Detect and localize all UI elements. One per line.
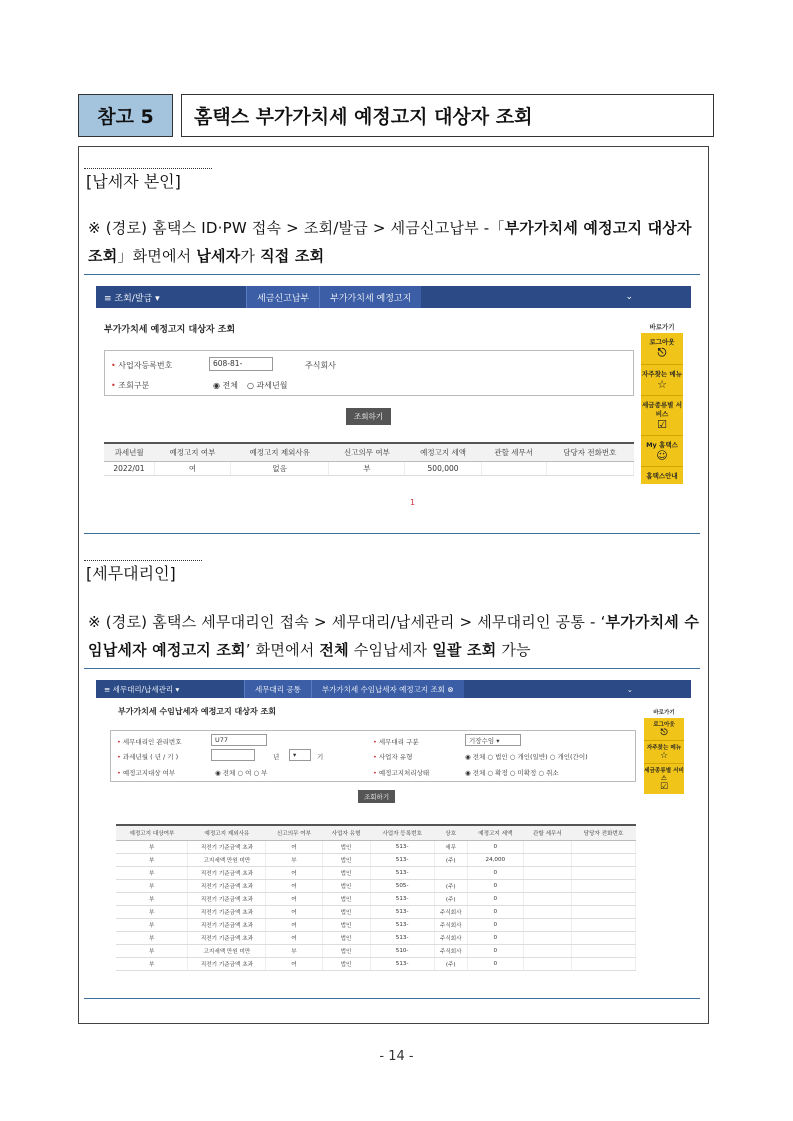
search-form: [110, 730, 636, 782]
search-button[interactable]: 조회하기: [346, 408, 391, 425]
breadcrumb-item[interactable]: 세무대리 공통: [244, 680, 311, 698]
table-cell: 직전기 기준금액 초과: [188, 893, 266, 906]
table-cell: (주): [434, 880, 467, 893]
brn-label: • 사업자등록번호: [111, 360, 172, 371]
table-cell: [523, 945, 571, 958]
table-cell: 여: [266, 906, 322, 919]
table-cell: 부: [116, 919, 188, 932]
table-cell: 법인: [322, 880, 370, 893]
screen-title: 부가가치세 수임납세자 예정고지 대상자 조회: [118, 707, 276, 716]
table-cell: [571, 932, 635, 945]
status-radios[interactable]: ◉ 전체 ○ 확정 ○ 미확정 ○ 취소: [465, 769, 559, 777]
note-text: (경로) 홈택스 세무대리인 접속 > 세무대리/납세관리 > 세무대리인 공통 - ‘: [100, 613, 606, 631]
table-row[interactable]: [116, 945, 636, 958]
table-cell: 0: [467, 919, 523, 932]
quick-menu: [641, 320, 683, 522]
table-cell: (주): [434, 854, 467, 867]
note-text: ’ 화면에서: [245, 641, 320, 659]
table-cell: [571, 906, 635, 919]
table-cell: 법인: [322, 932, 370, 945]
column-header: 담당자 전화번호: [546, 443, 633, 462]
column-header: 예정고지 제외사유: [188, 825, 266, 841]
column-header: 사업자 등록번호: [370, 825, 434, 841]
column-header: 상호: [434, 825, 467, 841]
table-cell: [523, 841, 571, 854]
table-row[interactable]: [116, 932, 636, 945]
table-cell: 0: [467, 932, 523, 945]
column-header: 예정고지 여부: [154, 443, 230, 462]
status-label: • 예정고지처리상태: [373, 768, 429, 777]
column-header: 예정고지 대상여부: [116, 825, 188, 841]
type-label: • 조회구분: [111, 380, 149, 391]
section-heading-agent: [세무대리인]: [84, 560, 202, 587]
table-cell: 부: [266, 854, 322, 867]
note-bold: 부가가치세 예정고지 대상자 조회: [88, 219, 692, 265]
table-cell: 여: [266, 867, 322, 880]
column-header: 신고의무 여부: [266, 825, 322, 841]
note-text: 」화면에서: [117, 247, 197, 265]
note-text: 가: [240, 247, 261, 265]
table-cell: [571, 893, 635, 906]
column-header: 예정고지 세액: [467, 825, 523, 841]
table-cell: [523, 893, 571, 906]
check-icon: ☑: [659, 782, 669, 792]
note-text: (경로) 홈택스 ID·PW 접속 > 조회/발급 > 세금신고납부 -「: [100, 219, 505, 237]
logout-link[interactable]: 로그아웃 ⎋: [641, 333, 683, 365]
brn-input[interactable]: 608-81-: [209, 357, 273, 371]
note-bold: 납세자: [196, 247, 241, 265]
result-table: [104, 442, 634, 476]
table-cell: 부: [266, 945, 322, 958]
table-cell: 0: [467, 867, 523, 880]
table-cell: 24,000: [467, 854, 523, 867]
breadcrumb-item[interactable]: 부가가치세 수임납세자 예정고지 조회 ⊗: [311, 680, 464, 698]
table-cell: 여: [266, 880, 322, 893]
year-unit: 년: [273, 753, 280, 761]
table-cell: [523, 919, 571, 932]
menu-button[interactable]: ≡ 조회/발급 ▾: [104, 293, 160, 304]
table-cell: [571, 841, 635, 854]
table-cell: 513-: [370, 893, 434, 906]
table-cell: [571, 958, 635, 971]
biz-type-radios[interactable]: ◉ 전체 ○ 법인 ○ 개인(일반) ○ 개인(간이): [465, 753, 588, 761]
table-cell: 직전기 기준금액 초과: [188, 867, 266, 880]
hometax-navbar: [96, 680, 691, 698]
logout-icon: ⎋: [657, 346, 667, 359]
table-row[interactable]: [116, 958, 636, 971]
table-row[interactable]: [116, 854, 636, 867]
user-icon: ☺: [656, 449, 668, 462]
table-cell: 주식회사: [434, 945, 467, 958]
table-cell: 0: [467, 958, 523, 971]
column-header: 관할 세무서: [523, 825, 571, 841]
note-mark: ※: [88, 219, 101, 237]
table-cell: 513-: [370, 841, 434, 854]
note-bold: 일괄 조회: [432, 641, 497, 659]
table-cell: 고지세액 만원 미만: [188, 854, 266, 867]
table-cell: 513-: [370, 854, 434, 867]
note-bold: 직접 조회: [260, 247, 325, 265]
table-cell: [571, 945, 635, 958]
quick-menu: [644, 706, 684, 810]
table-cell: 법인: [322, 854, 370, 867]
screenshot-agent: [96, 680, 691, 990]
table-cell: 513-: [370, 906, 434, 919]
chevron-down-icon[interactable]: ⌄: [625, 292, 633, 302]
table-row[interactable]: [116, 867, 636, 880]
table-cell: 부: [116, 841, 188, 854]
note-text: 수임납세자: [348, 641, 433, 659]
table-cell: [523, 880, 571, 893]
note-mark: ※: [88, 613, 101, 631]
star-icon: ☆: [657, 378, 667, 391]
table-cell: 직전기 기준금액 초과: [188, 932, 266, 945]
divider: [84, 533, 700, 534]
table-cell: 법인: [322, 867, 370, 880]
table-cell: 510-: [370, 945, 434, 958]
search-button[interactable]: 조회하기: [358, 790, 395, 803]
table-cell: 법인: [322, 841, 370, 854]
table-row[interactable]: [116, 906, 636, 919]
table-cell: 부: [116, 893, 188, 906]
target-label: • 예정고지대상 여부: [117, 768, 175, 777]
table-cell: 여: [266, 919, 322, 932]
favorites-link[interactable]: 자주찾는 메뉴 ☆: [644, 741, 684, 764]
table-row[interactable]: [116, 841, 636, 854]
table-cell: 직전기 기준금액 초과: [188, 919, 266, 932]
table-cell: 부: [116, 906, 188, 919]
table-cell: 법인: [322, 919, 370, 932]
table-cell: 505-: [370, 880, 434, 893]
column-header: 담당자 전화번호: [571, 825, 635, 841]
table-row[interactable]: [116, 880, 636, 893]
table-cell: [523, 958, 571, 971]
favorites-link[interactable]: 자주찾는 메뉴 ☆: [641, 365, 683, 396]
table-cell: [571, 867, 635, 880]
column-header: 예정고지 제외사유: [231, 443, 329, 462]
table-cell: 법인: [322, 893, 370, 906]
table-cell: 513-: [370, 932, 434, 945]
column-header: 과세년월: [104, 443, 154, 462]
my-hometax-link[interactable]: My 홈택스 ☺: [641, 436, 683, 467]
table-cell: 주식회사: [434, 919, 467, 932]
biz-type-label: • 사업자 유형: [373, 752, 412, 761]
agent-no-input[interactable]: U77: [211, 734, 267, 746]
table-cell: [523, 932, 571, 945]
logout-icon: ⎋: [660, 728, 668, 738]
term-select[interactable]: ▾: [289, 749, 311, 761]
menu-button[interactable]: ≡ 세무대리/납세관리 ▾: [104, 684, 180, 694]
hometax-navbar: [96, 286, 691, 308]
column-header: 예정고지 세액: [405, 443, 481, 462]
check-icon: ☑: [657, 418, 667, 431]
table-cell: 여: [266, 958, 322, 971]
star-icon: ☆: [659, 751, 669, 761]
table-cell: 여: [154, 462, 230, 476]
table-cell: 직전기 기준금액 초과: [188, 841, 266, 854]
table-cell: (주): [434, 958, 467, 971]
table-cell: [571, 854, 635, 867]
tax-service-link[interactable]: 세금종류별 서비스 ☑: [641, 396, 683, 436]
table-cell: [523, 867, 571, 880]
table-cell: 부: [116, 880, 188, 893]
table-cell: 법인: [322, 906, 370, 919]
table-cell: [434, 867, 467, 880]
table-cell: 직전기 기준금액 초과: [188, 958, 266, 971]
table-cell: 부: [116, 932, 188, 945]
table-row[interactable]: [116, 919, 636, 932]
table-cell: 513-: [370, 919, 434, 932]
chevron-down-icon[interactable]: ⌄: [626, 684, 633, 694]
table-cell: 513-: [370, 958, 434, 971]
quick-menu-title: 바로가기: [649, 323, 675, 331]
screen-title: 부가가치세 예정고지 대상자 조회: [104, 325, 236, 335]
agent-no-label: • 세무대리인 관리번호: [117, 737, 181, 746]
column-header: 사업자 유형: [322, 825, 370, 841]
table-cell: 고지세액 만원 미만: [188, 945, 266, 958]
page-title: 홈택스 부가가치세 예정고지 대상자 조회: [181, 94, 714, 137]
breadcrumb-item[interactable]: 세금신고납부: [246, 286, 319, 308]
table-row[interactable]: [116, 893, 636, 906]
pager-link[interactable]: 1: [410, 498, 416, 507]
target-radios[interactable]: ◉ 전체 ○ 여 ○ 부: [215, 769, 268, 777]
path-note-taxpayer: [88, 214, 704, 270]
agent-type-label: • 세무대리 구분: [373, 737, 419, 746]
table-cell: 주식회사: [434, 932, 467, 945]
column-header: 신고의무 여부: [329, 443, 405, 462]
table-cell: [523, 854, 571, 867]
note-bold: 부가가치세 수임납세자 예정고지 조회: [88, 613, 700, 659]
table-row[interactable]: [104, 462, 634, 476]
table-cell: 여: [266, 893, 322, 906]
table-cell: [523, 906, 571, 919]
table-cell: 0: [467, 906, 523, 919]
table-cell: 세무: [434, 841, 467, 854]
breadcrumb-item[interactable]: 부가가치세 예정고지: [319, 286, 421, 308]
reference-tag: 참고 5: [78, 94, 173, 137]
table-cell: 여: [266, 932, 322, 945]
table-cell: [546, 462, 633, 476]
table-cell: 0: [467, 893, 523, 906]
table-cell: 없음: [231, 462, 329, 476]
table-cell: [571, 919, 635, 932]
table-cell: 부: [116, 854, 188, 867]
section-heading-taxpayer: [납세자 본인]: [84, 168, 212, 195]
table-cell: (주): [434, 893, 467, 906]
screenshot-taxpayer: [96, 286, 691, 522]
divider: [84, 998, 700, 999]
table-cell: 직전기 기준금액 초과: [188, 906, 266, 919]
table-cell: 0: [467, 945, 523, 958]
table-cell: 주식회사: [434, 906, 467, 919]
agent-type-select[interactable]: 기장수임 ▾: [465, 734, 521, 746]
result-table: [116, 824, 636, 971]
table-cell: 법인: [322, 945, 370, 958]
path-note-agent: [88, 608, 704, 664]
divider: [84, 274, 700, 275]
table-cell: 부: [116, 867, 188, 880]
table-cell: 부: [329, 462, 405, 476]
year-input[interactable]: [211, 749, 255, 761]
table-cell: 2022/01: [104, 462, 154, 476]
table-cell: 500,000: [405, 462, 481, 476]
table-cell: 부: [116, 945, 188, 958]
table-cell: [481, 462, 546, 476]
tax-service-link[interactable]: 세금종류별 서비스 ☑: [644, 768, 684, 792]
quick-menu-title: 바로가기: [653, 710, 675, 716]
table-cell: 513-: [370, 867, 434, 880]
table-cell: 부: [116, 958, 188, 971]
column-header: 관할 세무서: [481, 443, 546, 462]
table-cell: 여: [266, 841, 322, 854]
note-text: 가능: [496, 641, 531, 659]
table-cell: [571, 880, 635, 893]
table-cell: 0: [467, 841, 523, 854]
table-cell: 0: [467, 880, 523, 893]
period-label: • 과세년월 ( 년 / 기 ): [117, 752, 178, 761]
table-cell: 법인: [322, 958, 370, 971]
logout-link[interactable]: 로그아웃 ⎋: [644, 718, 684, 741]
note-bold: 전체: [319, 641, 349, 659]
divider: [84, 668, 700, 669]
hometax-guide-link[interactable]: 홈택스안내: [646, 472, 678, 480]
company-name: 주식회사: [305, 361, 336, 370]
table-cell: 직전기 기준금액 초과: [188, 880, 266, 893]
search-form: [104, 350, 634, 396]
radio-all[interactable]: ◉ 전체: [213, 381, 238, 390]
term-unit: 기: [317, 753, 324, 761]
radio-period[interactable]: ○ 과세년월: [247, 381, 288, 390]
page-number: - 14 -: [379, 1049, 414, 1064]
